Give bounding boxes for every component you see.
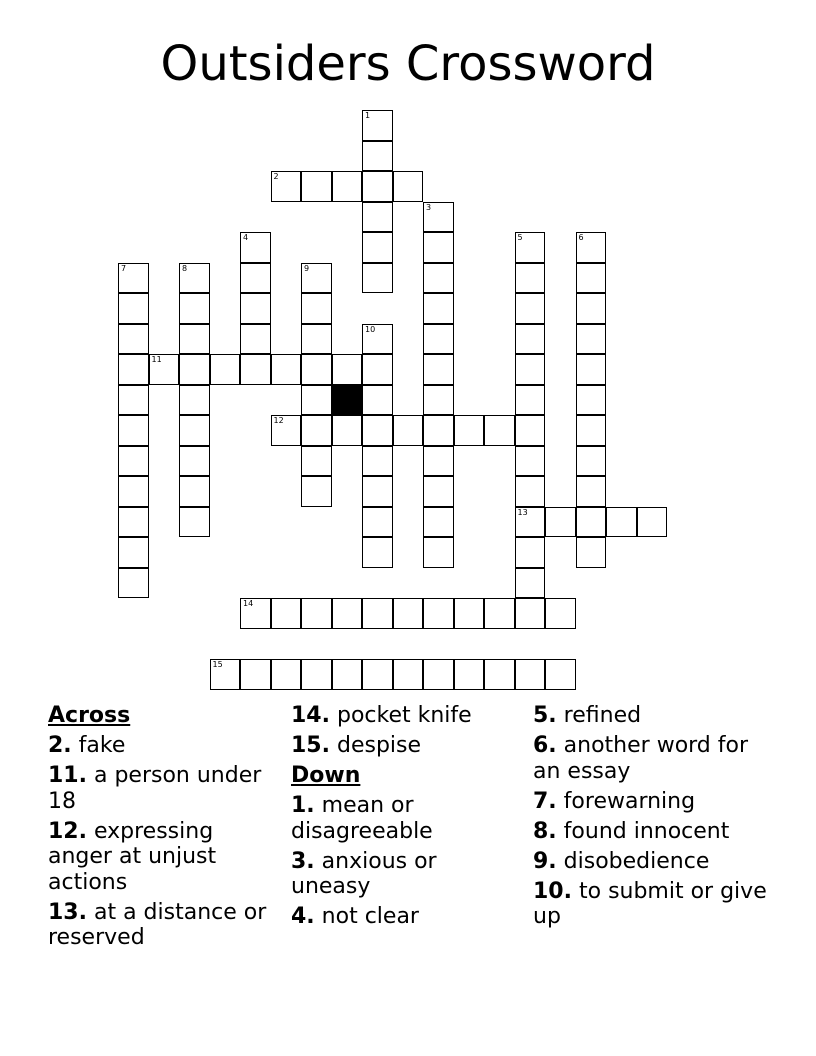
black-cell: [332, 385, 363, 416]
grid-cell[interactable]: [454, 598, 485, 629]
grid-cell[interactable]: [240, 263, 271, 294]
clue-number-label: 8: [182, 263, 188, 273]
grid-cell[interactable]: [362, 659, 393, 690]
grid-cell[interactable]: [362, 354, 393, 385]
grid-cell[interactable]: [271, 598, 302, 629]
grid-cell[interactable]: [362, 141, 393, 172]
grid-cell[interactable]: [576, 476, 607, 507]
clue-number: 6.: [533, 733, 557, 758]
clue-number-label: 14: [243, 599, 254, 608]
grid-cell[interactable]: [332, 354, 363, 385]
grid-cell[interactable]: [515, 507, 546, 538]
grid-cell[interactable]: [118, 476, 149, 507]
grid-cell[interactable]: [332, 659, 363, 690]
clue-item: [533, 879, 773, 930]
grid-cell[interactable]: [423, 232, 454, 263]
clue-text: not clear: [321, 904, 419, 929]
clue-text: expressing anger at unjust actions: [48, 818, 217, 895]
grid-cell[interactable]: [576, 415, 607, 446]
grid-cell[interactable]: [271, 171, 302, 202]
down-heading: Down: [291, 763, 361, 788]
grid-cell[interactable]: [637, 507, 668, 538]
grid-cell[interactable]: [301, 293, 332, 324]
clue-number-label: 3: [426, 202, 432, 212]
grid-cell[interactable]: [118, 568, 149, 599]
grid-cell[interactable]: [576, 232, 607, 263]
grid-cell[interactable]: [301, 324, 332, 355]
grid-cell[interactable]: [118, 385, 149, 416]
grid-cell[interactable]: [576, 446, 607, 477]
grid-cell[interactable]: [301, 476, 332, 507]
clue-number: 1.: [291, 793, 315, 818]
grid-cell[interactable]: [515, 537, 546, 568]
grid-cell[interactable]: [301, 415, 332, 446]
clue-item: [533, 849, 773, 875]
clue-text: refined: [563, 703, 642, 728]
grid-cell[interactable]: [362, 476, 393, 507]
clue-number: 12.: [48, 818, 87, 844]
clue-number-label: 13: [517, 507, 528, 517]
grid-cell[interactable]: [301, 354, 332, 385]
grid-cell[interactable]: [362, 415, 393, 446]
clue-item: [291, 733, 521, 759]
grid-cell[interactable]: [576, 537, 607, 568]
clue-number-label: 10: [365, 324, 376, 334]
grid-cell[interactable]: [423, 263, 454, 294]
grid-cell[interactable]: [240, 293, 271, 324]
grid-cell[interactable]: [545, 507, 576, 538]
clue-item: [533, 733, 773, 784]
grid-cell[interactable]: [393, 171, 424, 202]
grid-cell[interactable]: [332, 598, 363, 629]
grid-cell[interactable]: [423, 659, 454, 690]
clue-number-label: 11: [151, 355, 162, 364]
across-heading: Across: [48, 703, 131, 728]
grid-cell[interactable]: [454, 415, 485, 446]
grid-cell[interactable]: [362, 202, 393, 233]
clue-item: [291, 793, 521, 844]
grid-cell[interactable]: [545, 659, 576, 690]
grid-cell[interactable]: [545, 598, 576, 629]
grid-cell[interactable]: [179, 476, 210, 507]
clue-number: 9.: [533, 848, 557, 874]
clue-column-1: [48, 703, 273, 955]
clue-item: [533, 819, 773, 845]
clue-text: at a distance or reserved: [48, 899, 267, 950]
grid-cell[interactable]: [362, 232, 393, 263]
clue-item: [48, 900, 273, 951]
grid-cell[interactable]: [576, 293, 607, 324]
grid-cell[interactable]: [515, 354, 546, 385]
clue-number: 13.: [48, 899, 87, 925]
clue-text: forewarning: [563, 788, 696, 814]
grid-cell[interactable]: [454, 659, 485, 690]
grid-cell[interactable]: [240, 232, 271, 263]
grid-cell[interactable]: [179, 415, 210, 446]
grid-cell[interactable]: [362, 598, 393, 629]
grid-cell[interactable]: [423, 598, 454, 629]
grid-cell[interactable]: [515, 232, 546, 263]
grid-cell[interactable]: [301, 598, 332, 629]
grid-cell[interactable]: [423, 293, 454, 324]
grid-cell[interactable]: [179, 507, 210, 538]
grid-cell[interactable]: [271, 659, 302, 690]
clue-item: [48, 763, 273, 814]
clue-item: [48, 819, 273, 896]
grid-cell[interactable]: [301, 446, 332, 477]
clue-number-label: 1: [365, 111, 371, 120]
clue-number-label: 15: [212, 660, 223, 669]
grid-cell[interactable]: [362, 446, 393, 477]
grid-cell[interactable]: [118, 263, 149, 294]
grid-cell[interactable]: [240, 659, 271, 690]
clue-number-label: 12: [273, 416, 284, 425]
grid-cell[interactable]: [179, 293, 210, 324]
grid-cell[interactable]: [515, 598, 546, 629]
grid-cell[interactable]: [118, 324, 149, 355]
grid-cell[interactable]: [362, 324, 393, 355]
clue-number: 2.: [48, 733, 72, 758]
grid-cell[interactable]: [301, 659, 332, 690]
clue-number-label: 9: [304, 263, 310, 273]
clue-text: anxious or uneasy: [291, 848, 437, 899]
grid-cell[interactable]: [118, 293, 149, 324]
grid-cell[interactable]: [576, 324, 607, 355]
clue-number-label: 7: [121, 263, 127, 273]
grid-cell[interactable]: [118, 446, 149, 477]
grid-cell[interactable]: [606, 507, 637, 538]
grid-cell[interactable]: [118, 537, 149, 568]
grid-cell[interactable]: [210, 659, 241, 690]
grid-cell[interactable]: [515, 476, 546, 507]
grid-cell[interactable]: [362, 537, 393, 568]
grid-cell[interactable]: [179, 324, 210, 355]
clue-item: [291, 849, 521, 900]
clue-item: [533, 703, 773, 729]
clue-number-label: 4: [243, 233, 249, 242]
clue-column-2: [291, 703, 521, 934]
clue-text: mean or disagreeable: [291, 793, 433, 844]
clue-item: [533, 789, 773, 815]
grid-cell[interactable]: [271, 354, 302, 385]
grid-cell[interactable]: [515, 324, 546, 355]
grid-cell[interactable]: [515, 446, 546, 477]
grid-cell[interactable]: [271, 415, 302, 446]
clue-number-label: 5: [517, 233, 523, 242]
grid-cell[interactable]: [423, 354, 454, 385]
grid-cell[interactable]: [240, 598, 271, 629]
grid-cell[interactable]: [423, 507, 454, 538]
grid-cell[interactable]: [423, 324, 454, 355]
grid-cell[interactable]: [301, 171, 332, 202]
clue-number-label: 6: [578, 233, 584, 242]
grid-cell[interactable]: [179, 263, 210, 294]
grid-cell[interactable]: [393, 598, 424, 629]
clue-number: 3.: [291, 848, 315, 874]
clue-item: [291, 703, 521, 729]
clue-number: 15.: [291, 733, 330, 758]
grid-cell[interactable]: [515, 385, 546, 416]
clue-column-3: [533, 703, 773, 934]
clue-item: [48, 733, 273, 759]
grid-cell[interactable]: [423, 537, 454, 568]
grid-cell[interactable]: [301, 263, 332, 294]
clue-number: 14.: [291, 703, 330, 728]
grid-cell[interactable]: [362, 385, 393, 416]
clue-number: 4.: [291, 904, 315, 929]
clue-item: [291, 904, 521, 930]
grid-cell[interactable]: [423, 476, 454, 507]
clue-text: pocket knife: [336, 703, 472, 728]
grid-cell[interactable]: [393, 659, 424, 690]
grid-cell[interactable]: [118, 415, 149, 446]
grid-cell[interactable]: [484, 598, 515, 629]
clue-text: despise: [336, 733, 422, 758]
grid-cell[interactable]: [118, 507, 149, 538]
grid-cell[interactable]: [210, 354, 241, 385]
clue-number: 8.: [533, 818, 557, 844]
grid-cell[interactable]: [240, 324, 271, 355]
grid-cell[interactable]: [515, 659, 546, 690]
grid-cell[interactable]: [423, 202, 454, 233]
grid-cell[interactable]: [423, 415, 454, 446]
clue-number: 5.: [533, 703, 557, 728]
clue-text: fake: [78, 733, 126, 758]
grid-cell[interactable]: [484, 659, 515, 690]
grid-cell[interactable]: [576, 354, 607, 385]
grid-cell[interactable]: [332, 171, 363, 202]
grid-cell[interactable]: [362, 263, 393, 294]
clue-number-label: 2: [273, 172, 279, 181]
page-title: Outsiders Crossword: [160, 36, 656, 92]
grid-cell[interactable]: [576, 263, 607, 294]
clue-number: 7.: [533, 788, 557, 814]
grid-cell[interactable]: [362, 171, 393, 202]
grid-cell[interactable]: [423, 385, 454, 416]
grid-cell[interactable]: [423, 446, 454, 477]
grid-cell[interactable]: [179, 385, 210, 416]
clue-text: another word for an essay: [533, 733, 749, 784]
grid-cell[interactable]: [515, 415, 546, 446]
clue-text: disobedience: [563, 848, 710, 874]
clue-number: 10.: [533, 878, 572, 904]
grid-cell[interactable]: [362, 110, 393, 141]
grid-cell[interactable]: [179, 354, 210, 385]
grid-cell[interactable]: [301, 385, 332, 416]
grid-cell[interactable]: [484, 415, 515, 446]
grid-cell[interactable]: [515, 293, 546, 324]
grid-cell[interactable]: [332, 415, 363, 446]
clue-text: found innocent: [563, 818, 730, 844]
grid-cell[interactable]: [240, 354, 271, 385]
grid-cell[interactable]: [515, 568, 546, 599]
grid-cell[interactable]: [393, 415, 424, 446]
grid-cell[interactable]: [576, 507, 607, 538]
grid-cell[interactable]: [179, 446, 210, 477]
grid-cell[interactable]: [515, 263, 546, 294]
grid-cell[interactable]: [576, 385, 607, 416]
grid-cell[interactable]: [149, 354, 180, 385]
grid-cell[interactable]: [118, 354, 149, 385]
clue-text: to submit or give up: [533, 878, 767, 929]
grid-cell[interactable]: [362, 507, 393, 538]
clue-text: a person under 18: [48, 763, 262, 814]
clue-number: 11.: [48, 763, 87, 788]
